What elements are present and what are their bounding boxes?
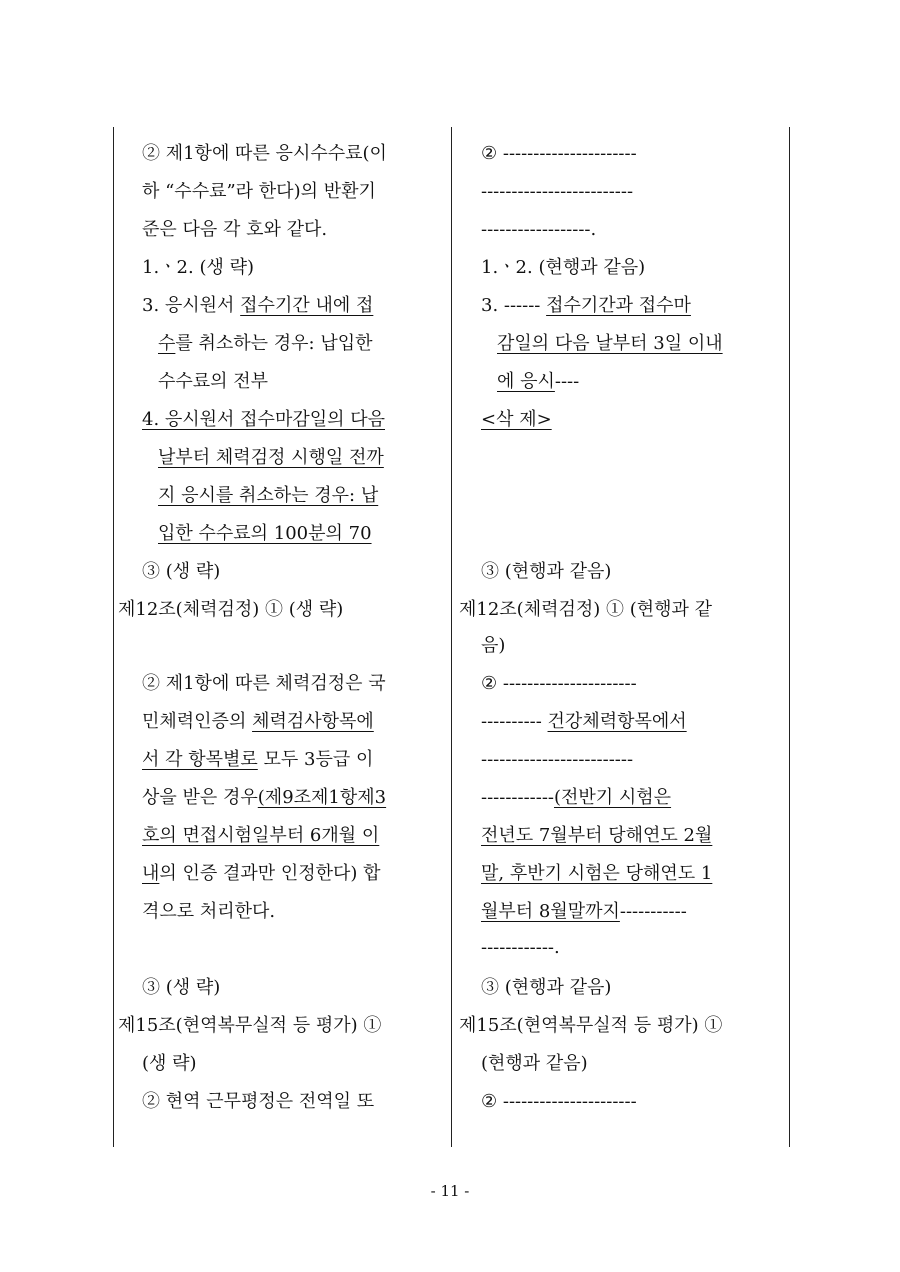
left-line [142,294,373,318]
text: 3. ------ [481,295,547,316]
text: ----------- [619,901,687,922]
text: 3. 응시원서 [142,295,241,316]
center-divider-line [451,127,452,1147]
right-border-line [789,127,790,1147]
left-line: ② 제1항에 따른 체력검정은 국 [142,673,386,694]
underlined-text: 월부터 8월말까지 [481,901,620,922]
underlined-text: (제9조제1항제3 [257,787,387,808]
text: 상을 받은 경우 [142,787,258,808]
right-line-underlined: 말, 후반기 시험은 당해연도 1 [481,863,713,884]
right-line: ② ---------------------- [481,1091,637,1112]
right-line: (현행과 같음) [481,1053,588,1074]
left-line: ② 제1항에 따른 응시수수료(이 [142,143,387,164]
left-line [142,710,374,734]
right-line [481,786,671,810]
text: ---- [554,371,580,392]
underlined-text: 수 [158,333,176,354]
left-line-underlined: 호의 면접시험일부터 6개월 이 [142,825,380,846]
article-heading: 제12조(체력검정) ① (현행과 같 [459,599,713,620]
article-heading: 제15조(현역복무실적 등 평가) ① [118,1015,382,1036]
right-line [481,900,687,924]
left-line-underlined: 날부터 체력검정 시행일 전까 [158,447,384,468]
right-line-underlined: 감일의 다음 날부터 3일 이내 [497,333,723,354]
text: 의 인증 결과만 인정한다) 합 [159,863,381,884]
right-line-underlined: 전년도 7월부터 당해연도 2월 [481,825,713,846]
right-line: ② ---------------------- [481,673,637,694]
left-line [142,748,373,772]
text: 를 취소하는 경우: 납입한 [175,333,373,354]
left-line: 하 “수수료”라 한다)의 반환기 [142,181,376,202]
article-heading: 제12조(체력검정) ① (생 략) [118,599,344,620]
article-heading: 제15조(현역복무실적 등 평가) ① [459,1015,723,1036]
right-line: ------------------------- [481,181,634,202]
left-line: ③ (생 략) [142,561,221,582]
right-line: 1.ㆍ2. (현행과 같음) [481,257,646,278]
right-line: ------------------. [481,219,597,240]
text: 민체력인증의 [142,711,253,732]
left-line [158,332,373,356]
text: 모두 3등급 이 [257,749,374,770]
left-line: 격으로 처리한다. [142,901,276,922]
underlined-text: 접수기간과 접수마 [546,295,691,316]
left-line: ② 현역 근무평정은 전역일 또 [142,1091,375,1112]
left-line [142,786,386,810]
right-line: ③ (현행과 같음) [481,561,612,582]
right-line: ③ (현행과 같음) [481,977,612,998]
page-number: - 11 - [430,1182,470,1200]
left-line-underlined: 4. 응시원서 접수마감일의 다음 [142,409,385,430]
left-line [142,862,381,886]
right-line [481,710,687,734]
text: ---------- [481,711,548,732]
text: ------------ [481,787,554,808]
left-line-underlined: 지 응시를 취소하는 경우: 납 [158,485,379,506]
right-line: ------------. [481,937,560,958]
left-line: 1.ㆍ2. (생 략) [142,257,254,278]
underlined-text: 서 각 항목별로 [142,749,258,770]
underlined-text: 건강체력항목에서 [547,711,687,732]
underlined-text: 접수기간 내에 접 [240,295,374,316]
left-line: ③ (생 략) [142,977,221,998]
left-line: 준은 다음 각 호와 같다. [142,219,328,240]
underlined-text: 체력검사항목에 [252,711,374,732]
left-border-line [113,127,114,1147]
underlined-text: 내 [142,863,160,884]
right-line: ② ---------------------- [481,143,637,164]
left-line: (생 략) [142,1053,197,1074]
deleted-marker: <삭 제> [481,409,552,430]
underlined-text: (전반기 시험은 [553,787,672,808]
left-line-underlined: 입한 수수료의 100분의 70 [158,523,372,544]
left-line: 수수료의 전부 [158,371,269,392]
right-line [481,294,691,318]
underlined-text: 에 응시 [497,371,555,392]
right-line: ------------------------- [481,749,634,770]
right-line [497,370,579,394]
right-line: 음) [481,635,506,656]
